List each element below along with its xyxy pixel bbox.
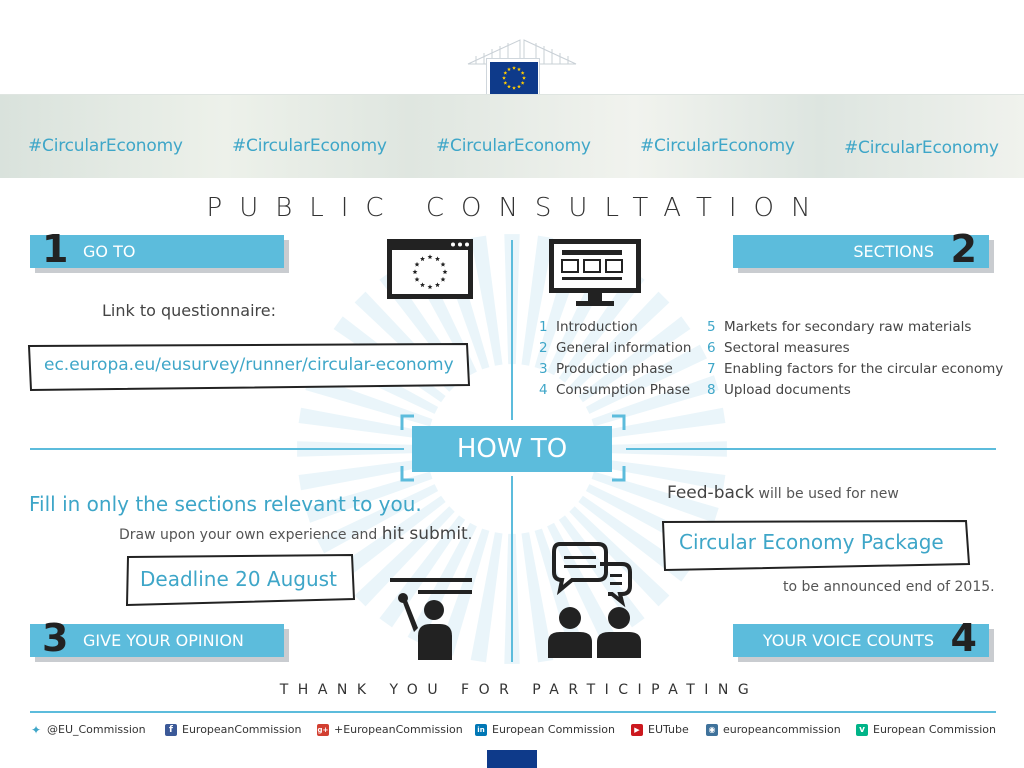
social-link-instagram[interactable]: ◉ europeancommission bbox=[706, 723, 841, 736]
instagram-icon: ◉ bbox=[706, 724, 718, 736]
howto-label: HOW TO bbox=[456, 434, 568, 464]
star-icon bbox=[512, 66, 516, 70]
step3-label: GIVE YOUR OPINION bbox=[83, 631, 244, 650]
hashtag[interactable]: #CircularEconomy bbox=[640, 136, 795, 156]
step1-ribbon bbox=[30, 227, 284, 271]
thank-you-text: THANK YOU FOR PARTICIPATING bbox=[279, 682, 759, 698]
eu-flag-icon bbox=[490, 62, 538, 94]
step2-number: 2 bbox=[950, 227, 977, 271]
list-item[interactable]: 2 General information bbox=[539, 340, 692, 356]
star-icon bbox=[517, 67, 521, 71]
social-link-linkedin[interactable]: in European Commission bbox=[475, 723, 615, 736]
divider-vertical-bottom bbox=[511, 476, 513, 662]
step3-ribbon bbox=[30, 616, 284, 660]
browser-eu-flag-icon bbox=[386, 238, 474, 300]
social-link-youtube[interactable]: ▶ EUTube bbox=[631, 723, 689, 736]
monitor-icon bbox=[548, 238, 642, 308]
step4-label: YOUR VOICE COUNTS bbox=[762, 631, 934, 650]
star-icon bbox=[503, 71, 507, 75]
vine-icon: v bbox=[856, 724, 868, 736]
star-icon bbox=[522, 76, 526, 80]
star-icon bbox=[517, 85, 521, 89]
divider-horizontal-left bbox=[30, 448, 404, 450]
linkedin-icon: in bbox=[475, 724, 487, 736]
package-name: Circular Economy Package bbox=[679, 530, 944, 554]
announce-text: to be announced end of 2015. bbox=[783, 579, 995, 595]
list-item[interactable]: 7 Enabling factors for the circular economy bbox=[707, 361, 1004, 377]
questionnaire-link[interactable]: ec.europa.eu/eusurvey/runner/circular-economy bbox=[44, 355, 454, 375]
star-icon bbox=[507, 85, 511, 89]
googleplus-icon: g+ bbox=[317, 725, 329, 734]
social-link-vine[interactable]: v European Commission bbox=[856, 723, 996, 736]
social-link-googleplus[interactable]: g+ +EuropeanCommission bbox=[317, 723, 463, 736]
youtube-icon: ▶ bbox=[631, 724, 643, 736]
list-item[interactable]: 8 Upload documents bbox=[707, 382, 851, 398]
sections-list-a bbox=[539, 317, 691, 401]
footer-divider bbox=[30, 711, 996, 713]
star-icon bbox=[503, 81, 507, 85]
deadline-text: Deadline 20 August bbox=[140, 567, 337, 591]
list-item[interactable]: 4 Consumption Phase bbox=[539, 382, 691, 398]
twitter-icon: ✦ bbox=[30, 722, 42, 737]
divider-horizontal-right bbox=[626, 448, 996, 450]
hashtag[interactable]: #CircularEconomy bbox=[28, 136, 183, 156]
list-item[interactable]: 1 Introduction bbox=[539, 319, 638, 335]
feedback-line: Feed-back will be used for new bbox=[667, 483, 899, 503]
list-item[interactable]: 5 Markets for secondary raw materials bbox=[707, 319, 972, 335]
sections-list-b bbox=[707, 317, 1003, 401]
facebook-icon: f bbox=[165, 724, 177, 736]
star-icon bbox=[507, 67, 511, 71]
step3-subline: Draw upon your own experience and hit submit. bbox=[119, 524, 473, 544]
step3-headline: Fill in only the sections relevant to you. bbox=[29, 492, 422, 516]
link-intro: Link to questionnaire: bbox=[102, 301, 276, 320]
step4-number: 4 bbox=[950, 616, 977, 660]
step2-ribbon bbox=[733, 227, 989, 271]
hashtag[interactable]: #CircularEconomy bbox=[232, 136, 387, 156]
howto-badge bbox=[412, 426, 612, 472]
list-item[interactable]: 6 Sectoral measures bbox=[707, 340, 850, 356]
person-at-board-icon bbox=[388, 576, 474, 660]
step1-label: GO TO bbox=[83, 242, 136, 261]
page-title: PUBLIC CONSULTATION bbox=[206, 193, 828, 223]
star-icon bbox=[512, 86, 516, 90]
step2-label: SECTIONS bbox=[853, 242, 934, 261]
step4-ribbon bbox=[733, 616, 989, 660]
step3-number: 3 bbox=[42, 616, 69, 660]
social-link-facebook[interactable]: f EuropeanCommission bbox=[165, 723, 302, 736]
hashtag[interactable]: #CircularEconomy bbox=[436, 136, 591, 156]
step1-number: 1 bbox=[42, 227, 69, 271]
list-item[interactable]: 3 Production phase bbox=[539, 361, 673, 377]
people-talking-icon bbox=[546, 540, 646, 660]
hashtag[interactable]: #CircularEconomy bbox=[844, 138, 999, 158]
social-link-twitter[interactable]: ✦ @EU_Commission bbox=[30, 722, 146, 737]
divider-vertical-top bbox=[511, 240, 513, 420]
star-icon bbox=[521, 81, 525, 85]
eu-flag-footer bbox=[487, 750, 537, 768]
star-icon bbox=[521, 71, 525, 75]
star-icon bbox=[502, 76, 506, 80]
